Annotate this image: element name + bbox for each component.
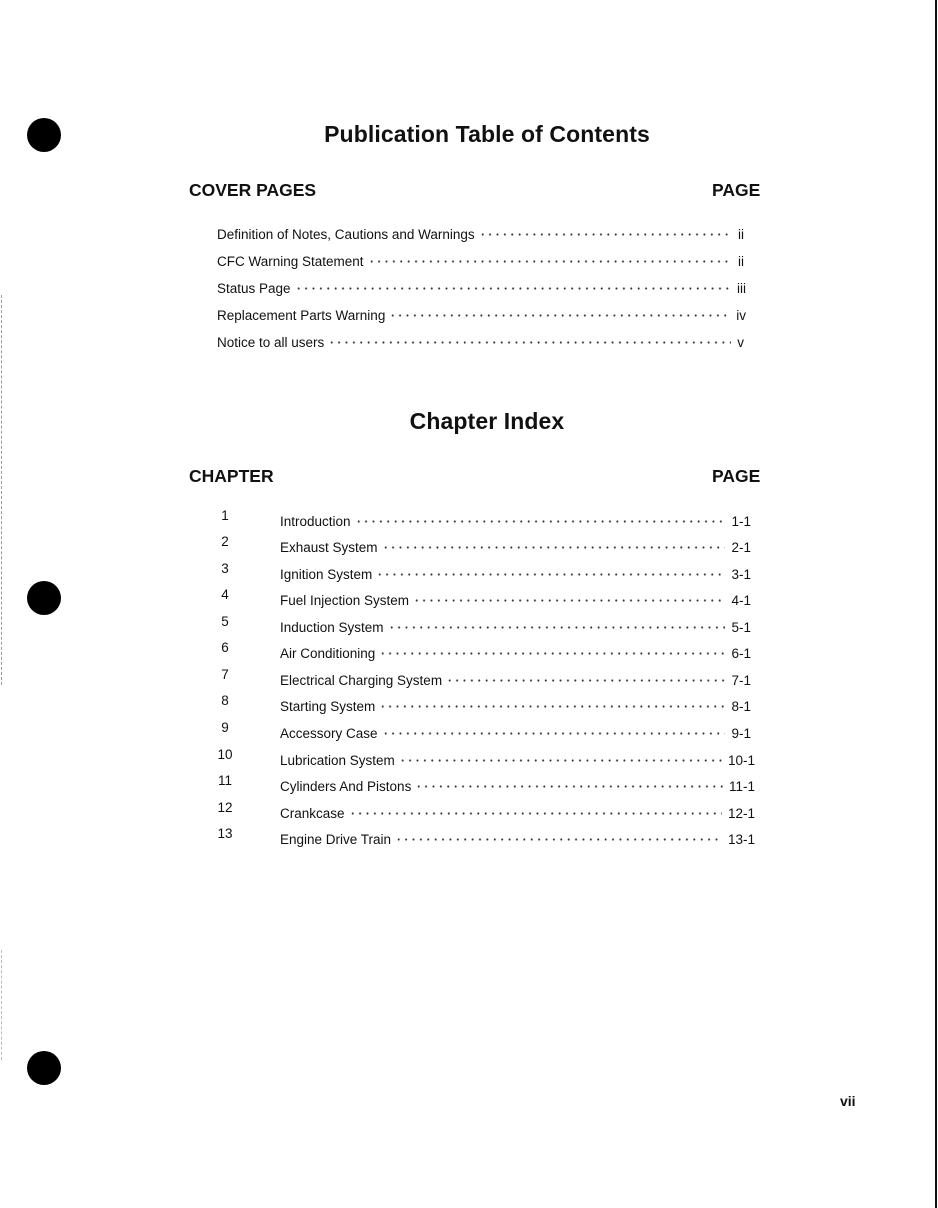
cover-pages-page-heading: PAGE bbox=[712, 180, 761, 200]
dot-leader bbox=[413, 585, 725, 605]
toc-entry[interactable] bbox=[217, 219, 744, 242]
chapter-number: 1 bbox=[221, 508, 229, 523]
chapter-title: Fuel Injection System bbox=[280, 593, 410, 608]
toc-entry[interactable] bbox=[217, 300, 746, 323]
dot-leader bbox=[479, 219, 732, 239]
chapter-title: Ignition System bbox=[280, 567, 373, 582]
chapter-number: 7 bbox=[221, 667, 229, 682]
page-title: Publication Table of Contents bbox=[324, 121, 650, 147]
dot-leader bbox=[355, 506, 726, 526]
entry-title: Notice to all users bbox=[217, 335, 325, 350]
chapter-heading: CHAPTER bbox=[189, 466, 274, 486]
dot-leader bbox=[446, 665, 725, 685]
dot-leader bbox=[382, 718, 726, 738]
entry-title: Replacement Parts Warning bbox=[217, 308, 386, 323]
chapter-title: Induction System bbox=[280, 620, 384, 635]
entry-page: iii bbox=[737, 281, 746, 296]
dot-leader bbox=[388, 612, 726, 632]
dot-leader bbox=[389, 300, 730, 320]
page-edge-left-lower bbox=[1, 950, 3, 1060]
dot-leader bbox=[379, 638, 725, 658]
chapter-page: 8-1 bbox=[731, 699, 751, 714]
chapter-title: Accessory Case bbox=[280, 726, 378, 741]
chapter-title: Engine Drive Train bbox=[280, 832, 392, 847]
dot-leader bbox=[376, 559, 725, 579]
page-number: vii bbox=[840, 1093, 856, 1109]
dot-leader bbox=[415, 771, 723, 791]
chapter-page-heading: PAGE bbox=[712, 466, 761, 486]
chapter-title: Electrical Charging System bbox=[280, 673, 443, 688]
chapter-title: Air Conditioning bbox=[280, 646, 376, 661]
toc-entry[interactable] bbox=[217, 246, 744, 269]
chapter-number: 5 bbox=[221, 614, 229, 629]
chapter-number: 10 bbox=[217, 747, 233, 762]
toc-entry[interactable] bbox=[217, 273, 746, 296]
chapter-number: 13 bbox=[217, 826, 233, 841]
entry-title: Status Page bbox=[217, 281, 291, 296]
chapter-title: Starting System bbox=[280, 699, 376, 714]
entry-page: v bbox=[737, 335, 744, 350]
entry-page: ii bbox=[738, 254, 744, 269]
chapter-page: 1-1 bbox=[731, 514, 751, 529]
dot-leader bbox=[368, 246, 732, 266]
chapter-page: 2-1 bbox=[731, 540, 751, 555]
chapter-index-title: Chapter Index bbox=[409, 408, 565, 434]
chapter-page: 12-1 bbox=[727, 806, 755, 821]
dot-leader bbox=[395, 824, 722, 844]
dot-leader bbox=[295, 273, 731, 293]
binder-hole-middle bbox=[27, 581, 61, 615]
chapter-title: Crankcase bbox=[280, 806, 345, 821]
chapter-title: Cylinders And Pistons bbox=[280, 779, 412, 794]
chapter-number: 6 bbox=[221, 640, 229, 655]
dot-leader bbox=[379, 691, 725, 711]
dot-leader bbox=[399, 745, 722, 765]
page-edge-right bbox=[935, 0, 937, 1208]
chapter-number: 2 bbox=[221, 534, 229, 549]
chapter-page: 9-1 bbox=[731, 726, 751, 741]
chapter-title: Introduction bbox=[280, 514, 351, 529]
page-edge-left bbox=[1, 295, 3, 685]
chapter-page: 4-1 bbox=[731, 593, 751, 608]
chapter-number: 11 bbox=[217, 773, 232, 788]
chapter-number: 9 bbox=[221, 720, 229, 735]
chapter-page: 11-1 bbox=[728, 779, 755, 794]
entry-title: Definition of Notes, Cautions and Warnings bbox=[217, 227, 475, 242]
chapter-page: 13-1 bbox=[727, 832, 755, 847]
chapter-number: 3 bbox=[221, 561, 229, 576]
chapter-page: 3-1 bbox=[731, 567, 751, 582]
chapter-title: Lubrication System bbox=[280, 753, 395, 768]
entry-page: ii bbox=[738, 227, 744, 242]
chapter-page: 10-1 bbox=[727, 753, 755, 768]
chapter-page: 7-1 bbox=[731, 673, 751, 688]
binder-hole-bottom bbox=[27, 1051, 61, 1085]
cover-pages-heading: COVER PAGES bbox=[189, 180, 317, 200]
chapter-page: 5-1 bbox=[731, 620, 751, 635]
entry-title: CFC Warning Statement bbox=[217, 254, 364, 269]
toc-entry[interactable] bbox=[217, 327, 744, 350]
chapter-number: 4 bbox=[221, 587, 229, 602]
dot-leader bbox=[382, 532, 726, 552]
dot-leader bbox=[328, 327, 731, 347]
chapter-title: Exhaust System bbox=[280, 540, 378, 555]
chapter-number: 8 bbox=[221, 693, 229, 708]
chapter-number: 12 bbox=[217, 800, 233, 815]
chapter-page: 6-1 bbox=[731, 646, 751, 661]
dot-leader bbox=[349, 798, 722, 818]
entry-page: iv bbox=[736, 308, 746, 323]
